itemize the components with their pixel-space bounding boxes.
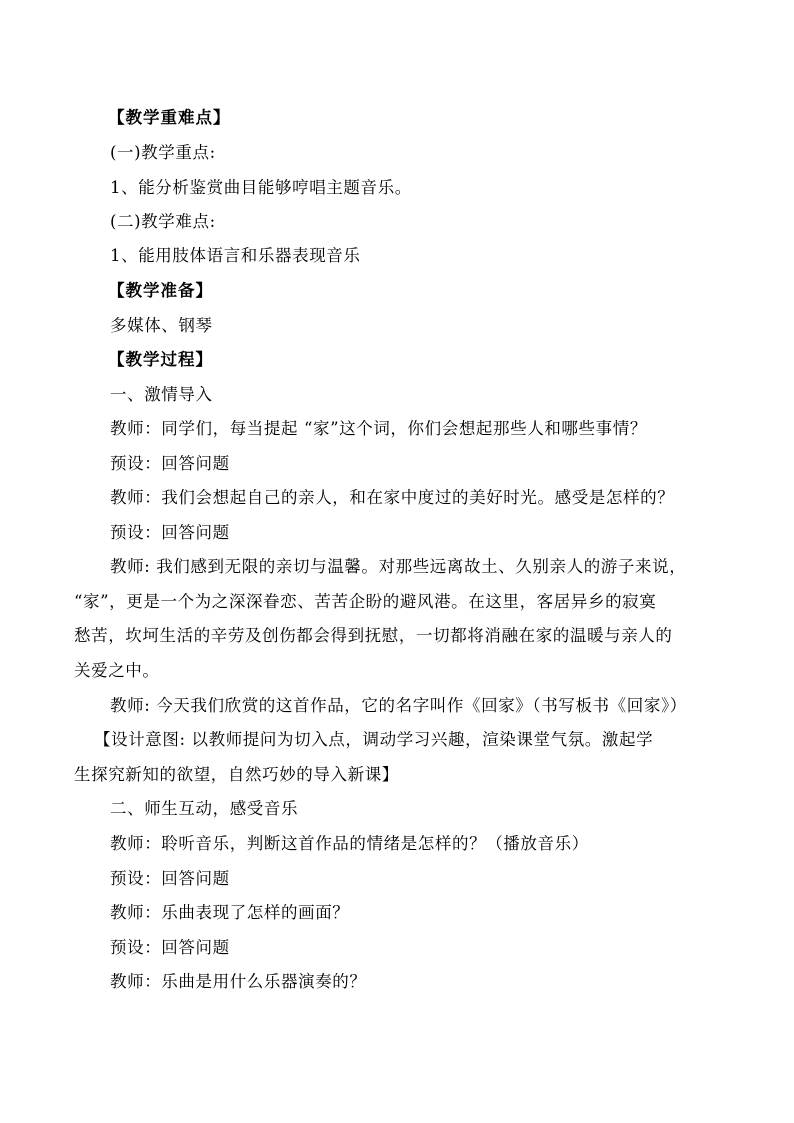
text-line: 教师: 我们感到无限的亲切与温馨。对那些远离故土、久别亲人的游子来说， bbox=[110, 557, 687, 576]
text-line: 预设：回答问题 bbox=[110, 523, 230, 542]
text-line: 多媒体、钢琴 bbox=[110, 316, 213, 335]
text-line: “家”，更是一个为之深深眷恋、苦苦企盼的避风港。在这里，客居异乡的寂寞 bbox=[74, 592, 657, 611]
section-heading-key-points: 【教学重难点】 bbox=[108, 108, 231, 127]
subheading-interaction: 二、师生互动，感受音乐 bbox=[110, 799, 299, 818]
text-line: 教师: 今天我们欣赏的这首作品，它的名字叫作《回家》（书写板书《回家》） bbox=[110, 696, 687, 715]
text-line: 1、能用肢体语言和乐器表现音乐 bbox=[110, 246, 361, 265]
design-intent-line: 生探究新知的欲望，自然巧妙的导入新课】 bbox=[74, 765, 399, 784]
section-heading-process: 【教学过程】 bbox=[108, 350, 213, 369]
text-line: 预设：回答问题 bbox=[110, 869, 230, 888]
section-heading-preparation: 【教学准备】 bbox=[108, 281, 213, 300]
subheading-teaching-difficulty: (二)教学难点: bbox=[110, 212, 216, 231]
text-line: 1、能分析鉴赏曲目能够哼唱主题音乐。 bbox=[110, 178, 412, 197]
text-line: 教师：同学们，每当提起 “家”这个词，你们会想起那些人和哪些事情？ bbox=[110, 419, 647, 438]
text-line: 教师：我们会想起自己的亲人，和在家中度过的美好时光。感受是怎样的？ bbox=[110, 488, 675, 507]
text-line: 关爱之中。 bbox=[74, 661, 160, 680]
text-line: 愁苦，坎坷生活的辛劳及创伤都会得到抚慰，一切都将消融在家的温暖与亲人的 bbox=[74, 626, 673, 645]
design-intent-line: 【设计意图: 以教师提问为切入点，调动学习兴趣，渲染课堂气氛。激起学 bbox=[94, 730, 654, 749]
text-line: 教师：聆听音乐，判断这首作品的情绪是怎样的？（播放音乐） bbox=[110, 834, 589, 853]
subheading-teaching-focus: (一)教学重点: bbox=[110, 143, 216, 162]
text-line: 预设：回答问题 bbox=[110, 938, 230, 957]
text-line: 教师：乐曲表现了怎样的画面？ bbox=[110, 903, 350, 922]
text-line: 教师：乐曲是用什么乐器演奏的？ bbox=[110, 972, 367, 991]
subheading-intro: 一、激情导入 bbox=[110, 385, 213, 404]
text-line: 预设：回答问题 bbox=[110, 454, 230, 473]
